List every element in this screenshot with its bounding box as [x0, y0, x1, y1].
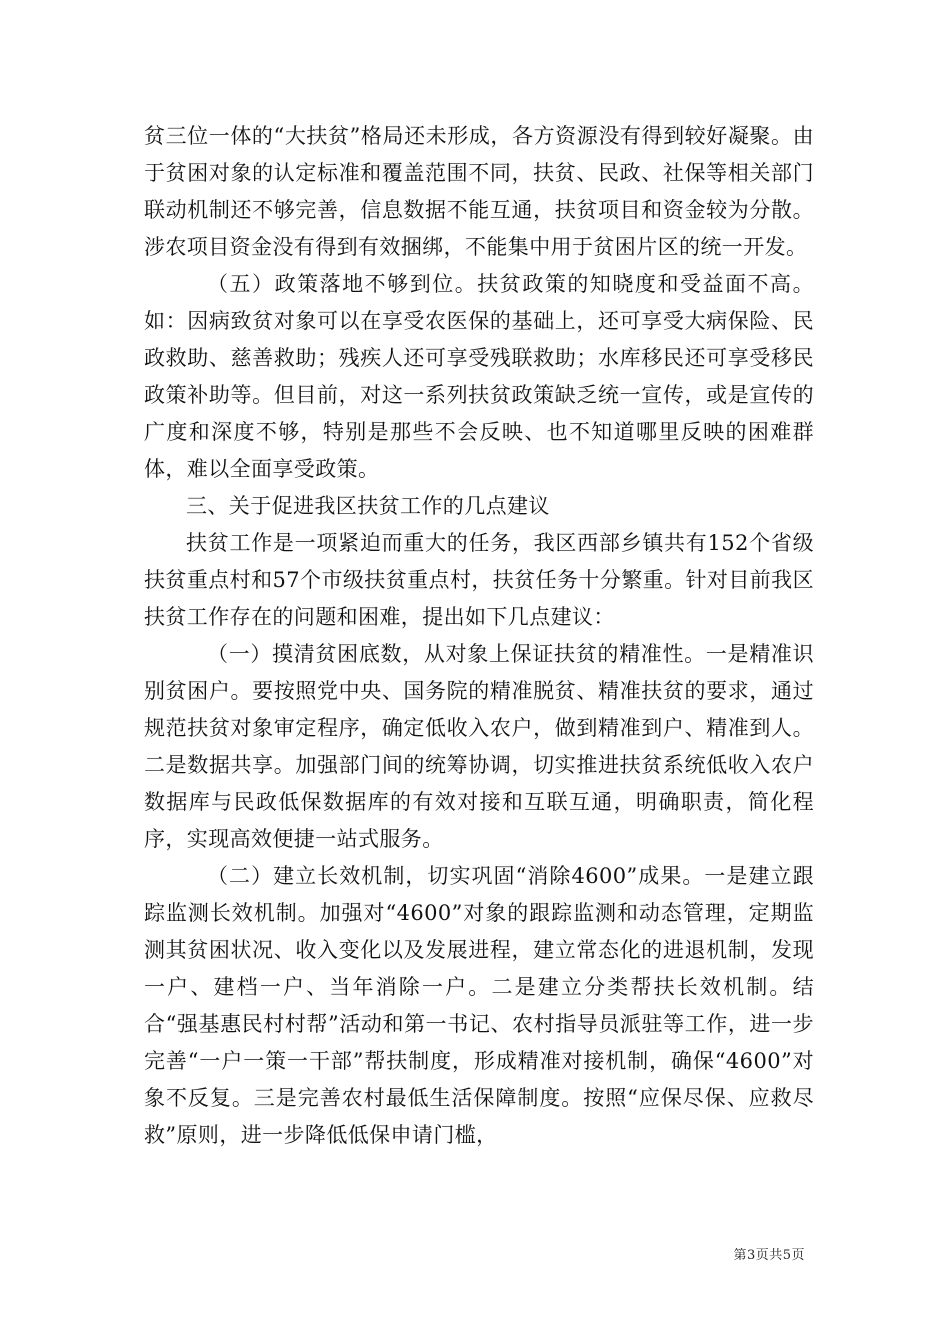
paragraph-item-one: （一）摸清贫困底数，从对象上保证扶贫的精准性。一是精准识别贫困户。要按照党中央、国务院的精准脱贫、精准扶贫的要求，通过规范扶贫对象审定程序，确定低收入农户，做到精准到户、精准到人。二是数据共享。加强部门间的统筹协调，切实推进扶贫系统低收入农户数据库与民政低保数据库的有效对接和互联互通，明确职责，简化程序，实现高效便捷一站式服务。	[144, 642, 814, 851]
section-heading-three: 三、关于促进我区扶贫工作的几点建议	[186, 494, 550, 518]
page-number-footer: 第3页共5页	[733, 1248, 805, 1263]
paragraph-continuation: 贫三位一体的“大扶贫”格局还未形成，各方资源没有得到较好凝聚。由于贫困对象的认定标准和覆盖范围不同，扶贫、民政、社保等相关部门联动机制还不够完善，信息数据不能互通，扶贫项目和资金较为分散。涉农项目资金没有得到有效捆绑，不能集中用于贫困片区的统一开发。	[144, 124, 814, 259]
paragraph-section-five: （五）政策落地不够到位。扶贫政策的知晓度和受益面不高。如：因病致贫对象可以在享受农医保的基础上，还可享受大病保险、民政救助、慈善救助；残疾人还可享受残联救助；水库移民还可享受移民政策补助等。但目前，对这一系列扶贫政策缺乏统一宣传，或是宣传的广度和深度不够，特别是那些不会反映、也不知道哪里反映的困难群体，难以全面享受政策。	[144, 272, 814, 481]
document-body	[144, 118, 814, 1154]
paragraph-item-two: （二）建立长效机制，切实巩固“消除4600”成果。一是建立跟踪监测长效机制。加强对“4600”对象的跟踪监测和动态管理，定期监测其贫困状况、收入变化以及发展进程，建立常态化的进退机制，发现一户、建档一户、当年消除一户。二是建立分类帮扶长效机制。结合“强基惠民村村帮”活动和第一书记、农村指导员派驻等工作，进一步完善“一户一策一干部”帮扶制度，形成精准对接机制，确保“4600”对象不反复。三是完善农村最低生活保障制度。按照“应保尽保、应救尽救”原则，进一步降低低保申请门槛，	[144, 864, 814, 1147]
paragraph-intro: 扶贫工作是一项紧迫而重大的任务，我区西部乡镇共有152个省级扶贫重点村和57个市级扶贫重点村，扶贫任务十分繁重。针对目前我区扶贫工作存在的问题和困难，提出如下几点建议：	[144, 531, 814, 629]
